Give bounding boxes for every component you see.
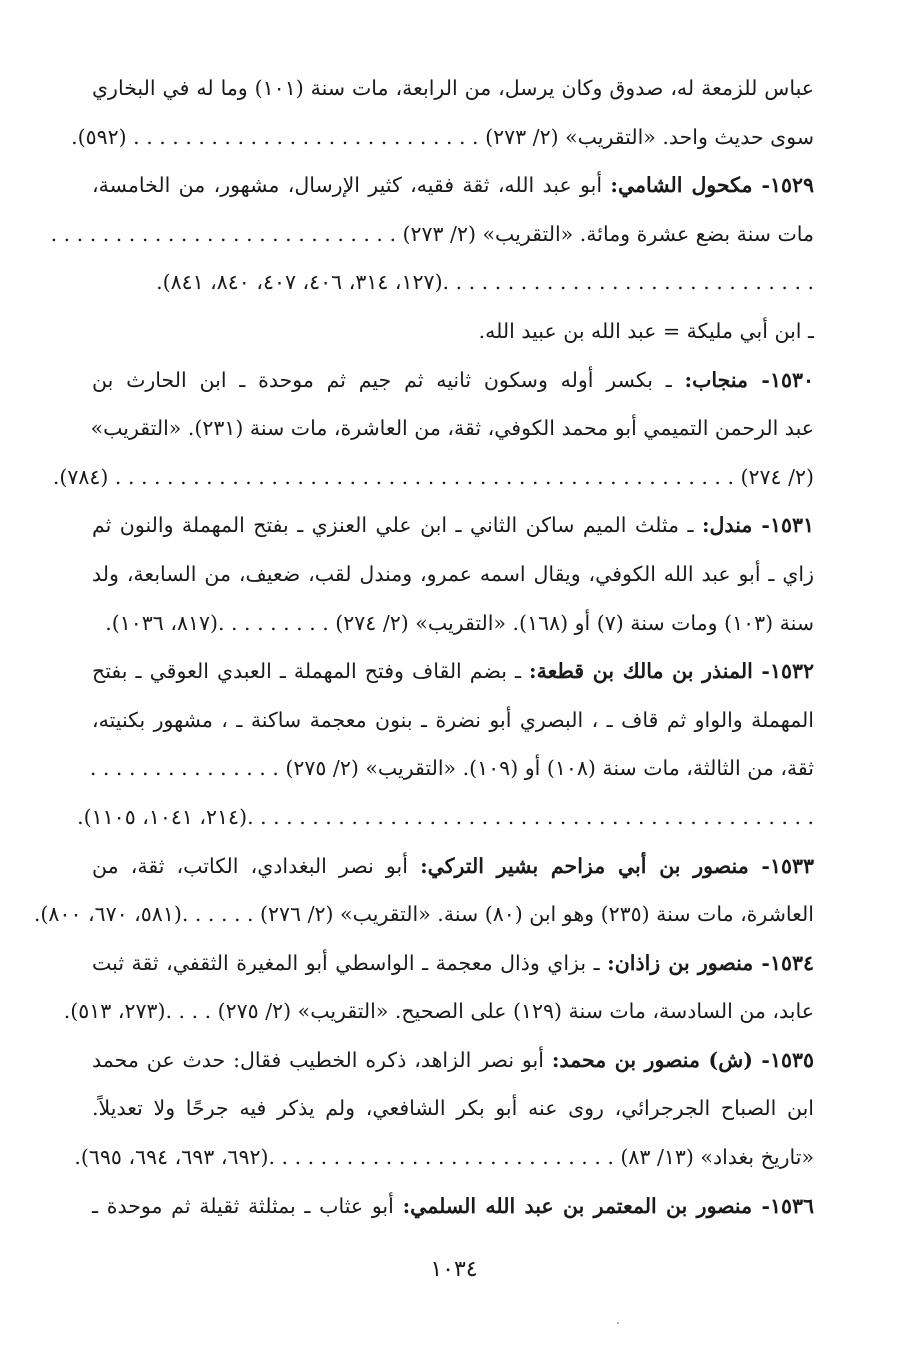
text-line <box>92 696 814 745</box>
entry-heading: ١٥٣٤- منصور بن زاذان: <box>607 950 814 975</box>
text-line <box>92 647 814 696</box>
entry-1535 <box>74 1036 814 1182</box>
line-text: ـ ابن أبي مليكة = عبد الله بن عبيد الله. <box>478 318 814 343</box>
entry-heading: ١٥٣٣- منصور بن أبي مزاحم بشير التركي: <box>420 853 814 878</box>
entry-heading: ١٥٣٥- (ش) منصور بن محمد: <box>551 1047 814 1072</box>
line-text: سنة (١٠٣) ومات سنة (٧) أو (١٦٨). «التقريب» (٢/ ٢٧٤) . . . . . . . . .(٨١٧، ١٠٣٦). <box>105 610 814 635</box>
line-text: أبو نصر الزاهد، ذكره الخطيب فقال: حدث عن محمد <box>92 1047 552 1072</box>
line-text: زاي ـ أبو عبد الله الكوفي، ويقال اسمه عمرو، ومندل لقب، ضعيف، من السابعة، ولد <box>92 561 814 586</box>
entry-1532 <box>77 647 814 841</box>
text-line <box>92 1084 814 1133</box>
text-line <box>92 939 814 988</box>
text-line <box>77 793 814 842</box>
cross-reference <box>92 307 814 356</box>
line-text: . . . . . . . . . . . . . . . . . . . . . . . . . . . . .(١٢٧، ٣١٤، ٤٠٦، ٤٠٧، ٨٤٠، ٨٤١). <box>156 270 814 295</box>
text-line <box>92 258 814 307</box>
entry-1529 <box>50 161 814 307</box>
line-text: أبو عثاب ـ بمثلثة ثقيلة ثم موحدة ـ <box>92 1193 403 1218</box>
text-line <box>92 64 814 113</box>
line-text: . . . . . . . . . . . . . . . . . . . . . . . . . . . . . . . . . . . . . . . . . . . .(٢١٤، ١٠٤١، ١١٠٥). <box>77 804 814 829</box>
text-line <box>92 404 814 453</box>
text-line <box>89 744 814 793</box>
text-line <box>92 501 814 550</box>
text-line <box>92 550 814 599</box>
line-text: «تاريخ بغداد» (١٣/ ٨٣) . . . . . . . . . . . . . . . . . . . . . . . . . . .(٦٩٢، ٦٩٣، ٦٩٤، ٦٩٥). <box>74 1145 814 1170</box>
entry-1531 <box>92 501 814 647</box>
text-line <box>52 453 814 502</box>
entry-heading: ١٥٣١- مندل: <box>701 513 814 538</box>
line-text: ـ بضم القاف وفتح المهملة ـ العبدي العوقي ـ بفتح <box>92 659 530 684</box>
entry-heading: ١٥٣٠- منجاب: <box>684 367 814 392</box>
text-line <box>33 890 814 939</box>
text-line <box>50 210 814 259</box>
entry-continuation <box>71 64 814 161</box>
line-text: ابن الصباح الجرجرائي، روى عنه أبو بكر الشافعي، ولم يذكر فيه جرحًا ولا تعديلاً. <box>92 1096 814 1121</box>
entry-1536 <box>92 1182 814 1231</box>
line-text: ـ بكسر أوله وسكون ثانيه ثم جيم ثم موحدة ـ ابن الحارث بن <box>92 367 685 392</box>
text-line <box>74 1133 814 1182</box>
entry-1533 <box>33 842 814 939</box>
entry-1530 <box>52 356 814 502</box>
line-text: العاشرة، مات سنة (٢٣٥) وهو ابن (٨٠) سنة. «التقريب» (٢/ ٢٧٦) . . . . . .(٥٨١، ٦٧٠، ٨٠٠). <box>33 902 814 927</box>
text-line <box>92 1036 814 1085</box>
page-body <box>33 64 814 1230</box>
text-line <box>92 161 814 210</box>
text-line <box>92 1182 814 1231</box>
entry-heading: ١٥٢٩- مكحول الشامي: <box>610 173 814 198</box>
line-text: عبد الرحمن التميمي أبو محمد الكوفي، ثقة، من العاشرة، مات سنة (٢٣١). «التقريب» <box>90 416 814 441</box>
line-text: مات سنة بضع عشرة ومائة. «التقريب» (٢/ ٢٧٣) . . . . . . . . . . . . . . . . . . . . . . . . . . . <box>50 221 814 246</box>
text-line <box>92 307 814 356</box>
line-text: عابد، من السادسة، مات سنة (١٢٩) على الصحيح. «التقريب» (٢/ ٢٧٥) . . . .(٢٧٣، ٥١٣). <box>63 999 814 1024</box>
line-text: (٢/ ٢٧٤) . . . . . . . . . . . . . . . . . . . . . . . . . . . . . . . . . . . . . . . . . . . . . . . . (٧٨٤). <box>52 464 814 489</box>
line-text: ثقة، من الثالثة، مات سنة (١٠٨) أو (١٠٩). «التقريب» (٢/ ٢٧٥) . . . . . . . . . . . . . . . <box>89 756 814 781</box>
entry-1534 <box>63 939 814 1036</box>
entry-heading: ١٥٣٦- منصور بن المعتمر بن عبد الله السلمي: <box>402 1193 814 1218</box>
line-text: سوى حديث واحد. «التقريب» (٢/ ٢٧٣) . . . . . . . . . . . . . . . . . . . . . . . . . . . (٥٩٢). <box>71 124 814 149</box>
text-line <box>92 842 814 891</box>
text-line <box>92 356 814 405</box>
text-line <box>71 113 814 162</box>
entry-heading: ١٥٣٢- المنذر بن مالك بن قطعة: <box>529 659 814 684</box>
line-text: عباس للزمعة له، صدوق وكان يرسل، من الرابعة، مات سنة (١٠١) وما له في البخاري <box>92 76 814 100</box>
scan-speck <box>617 1322 619 1324</box>
line-text: ـ مثلث الميم ساكن الثاني ـ ابن علي العنزي ـ بفتح المهملة والنون ثم <box>92 513 702 538</box>
text-line <box>92 599 814 648</box>
page-number: ١٠٣٤ <box>430 1257 478 1282</box>
line-text: أبو نصر البغدادي، الكاتب، ثقة، من <box>92 853 421 878</box>
text-line <box>63 987 814 1036</box>
line-text: المهملة والواو ثم قاف ـ ، البصري أبو نضرة ـ بنون معجمة ساكنة ـ ، مشهور بكنيته، <box>92 707 814 732</box>
line-text: ـ بزاي وذال معجمة ـ الواسطي أبو المغيرة الثقفي، ثقة ثبت <box>92 950 608 975</box>
line-text: أبو عبد الله، ثقة فقيه، كثير الإرسال، مشهور، من الخامسة، <box>92 173 611 198</box>
